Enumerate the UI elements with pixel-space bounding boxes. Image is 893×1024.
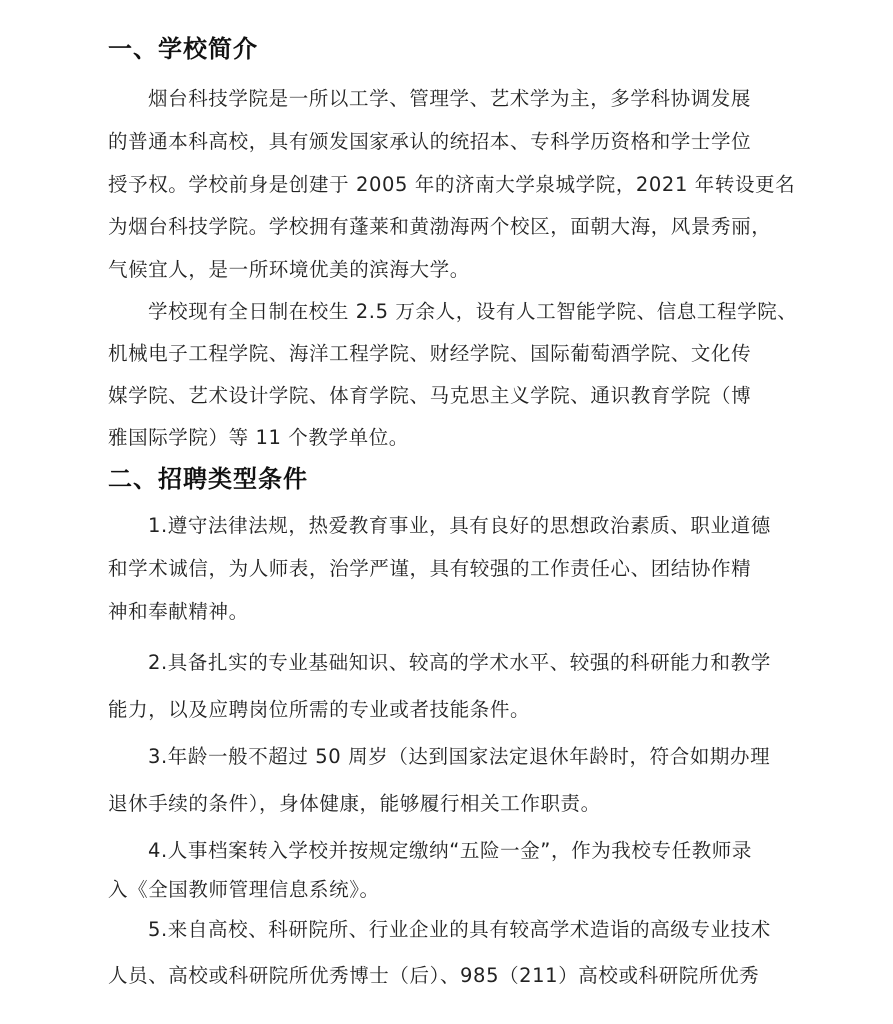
paragraph-line: 退休手续的条件），身体健康，能够履行相关工作职责。 (108, 792, 601, 815)
paragraph-line: 5.来自高校、科研院所、行业企业的具有较高学术造诣的高级专业技术 (148, 918, 771, 941)
paragraph-line: 雅国际学院）等 11 个教学单位。 (108, 426, 409, 449)
paragraph-line: 媒学院、艺术设计学院、体育学院、马克思主义学院、通识教育学院（博 (108, 384, 752, 407)
paragraph-line: 人员、高校或科研院所优秀博士（后）、985（211）高校或科研院所优秀 (108, 964, 760, 987)
paragraph-line: 2.具备扎实的专业基础知识、较高的学术水平、较强的科研能力和教学 (148, 651, 771, 674)
paragraph-line: 能力，以及应聘岗位所需的专业或者技能条件。 (108, 698, 531, 721)
paragraph-line: 机械电子工程学院、海洋工程学院、财经学院、国际葡萄酒学院、文化传 (108, 342, 752, 365)
paragraph-line: 1.遵守法律法规，热爱教育事业，具有良好的思想政治素质、职业道德 (148, 514, 771, 537)
paragraph-line: 授予权。学校前身是创建于 2005 年的济南大学泉城学院，2021 年转设更名 (108, 173, 796, 196)
paragraph-line: 为烟台科技学院。学校拥有蓬莱和黄渤海两个校区，面朝大海，风景秀丽， (108, 215, 772, 238)
paragraph-line: 和学术诚信，为人师表，治学严谨，具有较强的工作责任心、团结协作精 (108, 557, 752, 580)
paragraph-line: 3.年龄一般不超过 50 周岁（达到国家法定退休年龄时，符合如期办理 (148, 745, 771, 768)
section-heading-school-intro: 一、学校简介 (108, 35, 258, 63)
paragraph-line: 学校现有全日制在校生 2.5 万余人，设有人工智能学院、信息工程学院、 (148, 300, 798, 323)
paragraph-line: 的普通本科高校，具有颁发国家承认的统招本、专科学历资格和学士学位 (108, 130, 752, 153)
paragraph-line: 4.人事档案转入学校并按规定缴纳“五险一金”，作为我校专任教师录 (148, 839, 753, 862)
paragraph-line: 气候宜人，是一所环境优美的滨海大学。 (108, 258, 470, 281)
section-heading-recruitment-conditions: 二、招聘类型条件 (108, 465, 308, 493)
paragraph-line: 入《全国教师管理信息系统》。 (108, 878, 380, 901)
paragraph-line: 烟台科技学院是一所以工学、管理学、艺术学为主，多学科协调发展 (148, 87, 752, 110)
paragraph-line: 神和奉献精神。 (108, 600, 249, 623)
